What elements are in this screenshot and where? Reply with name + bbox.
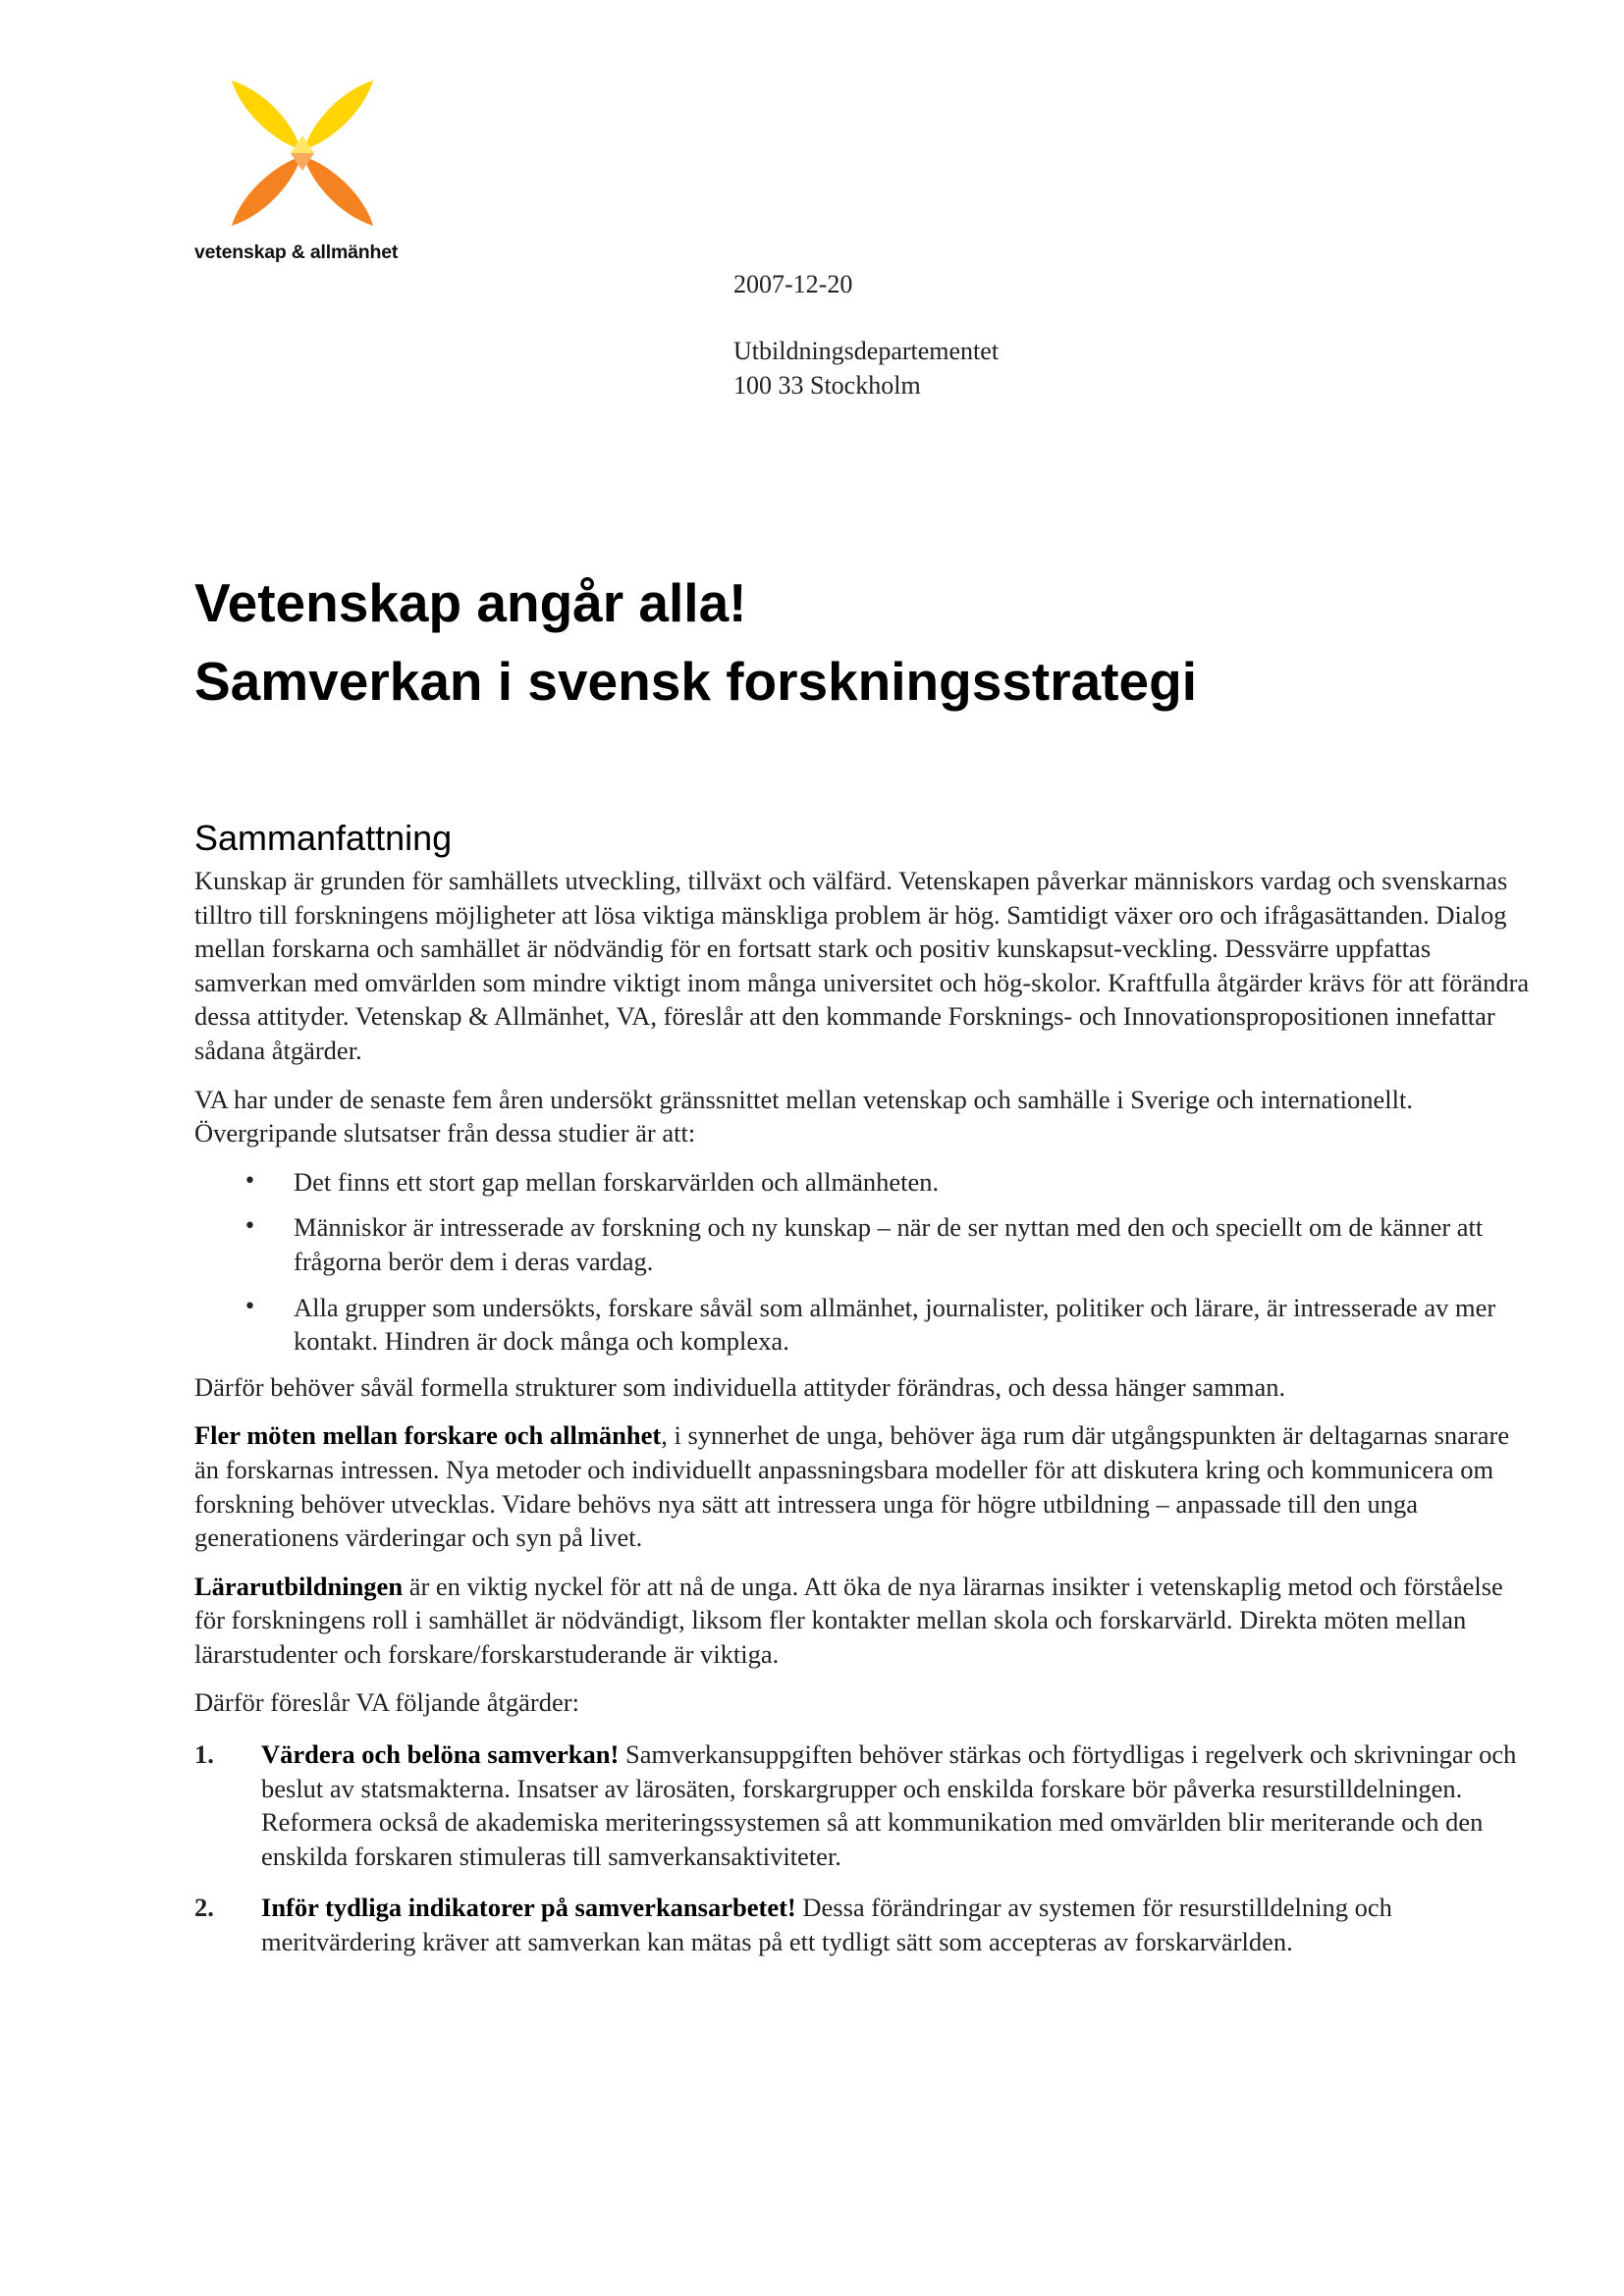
- section-heading: Sammanfattning: [194, 818, 453, 858]
- paragraph-research: VA har under de senaste fem åren undersökt gränssnittet mellan vetenskap och samhälle i Sverige och internationellt. Övergripande slutsatser från dessa studier är att:: [194, 1084, 1413, 1148]
- logo-text: vetenskap & allmänhet: [194, 241, 399, 263]
- logo: [194, 75, 430, 271]
- proposal-text: Dessa förändringar av systemen för resurstilldelning och meritvärdering kräver att samverkan kan mätas på ett tydligt sätt som accepteras av forskarvärlden.: [261, 1893, 1392, 1957]
- paragraph-intro: Kunskap är grunden för samhällets utveckling, tillväxt och välfärd. Vetenskapen påverkar människors vardag och svenskarnas tilltro till forskningens möjligheter att lösa viktiga mänskliga problem är hög. Samtidigt växer oro och ifrågasättanden. Dialog mellan forskarna och samhället är nödvändig för en fortsatt stark och positiv kunskapsut-veckling. Dessvärre uppfattas samverkan med omvärlden som mindre viktigt inom många universitet och hög-skolor. Kraftfulla åtgärder krävs för att förändra dessa attityder. Vetenskap & Allmänhet, VA, föreslår att den kommande Forsknings- och Innovationspropositionen innefattar sådana åtgärder.: [194, 866, 1530, 1065]
- letter-date: 2007-12-20: [733, 270, 853, 298]
- paragraph-therefore: Därför behöver såväl formella strukturer som individuella attityder förändras, och dessa hänger samman.: [194, 1371, 1286, 1402]
- proposal-title: Inför tydliga indikatorer på samverkansarbetet!: [261, 1893, 796, 1923]
- logo-petal-top-left: [232, 80, 300, 149]
- paragraph-meetings-text: , i synnerhet de unga, behöver äga rum där utgångspunkten är deltagarnas snarare än forskarnas intressen. Nya metoder och individuellt anpassningsbara modeller för att diskutera kring och kommunicera om forskning behöver utvecklas. Vidare behövs nya sätt att intressera unga för högre utbildning – anpassade till den unga generationens värderingar och syn på livet.: [194, 1420, 1510, 1553]
- paragraph-proposals-intro: Därför föreslår VA följande åtgärder:: [194, 1687, 579, 1718]
- address-line-1: Utbildningsdepartementet: [733, 337, 1000, 365]
- document-title: [194, 563, 1197, 721]
- title-line-2: Samverkan i svensk forskningsstrategi: [194, 651, 1198, 712]
- proposal-number: 2.: [194, 1893, 214, 1923]
- recipient-address: [733, 334, 999, 402]
- logo-petal-bottom-right: [304, 157, 373, 226]
- logo-petal-top-right: [304, 80, 373, 149]
- proposal-text: Samverkansuppgiften behöver stärkas och förtydligas i regelverk och skrivningar och beslut av statsmakterna. Insatser av lärosäten, forskargrupper och enskilda forskare bör påverka resurstilldelningen. Reformera också de akademiska meriteringssystemen så att kommunikation med omvärlden blir meriterande och den enskilda forskaren stimuleras till samverkansaktiviteter.: [261, 1739, 1517, 1871]
- emphasis-meetings: Fler möten mellan forskare och allmänhet: [194, 1420, 662, 1451]
- paragraph-teacher-education: [194, 1570, 1530, 1672]
- emphasis-teacher-education: Lärarutbildningen: [194, 1571, 404, 1601]
- paragraph-meetings: [194, 1418, 1530, 1554]
- paragraph-teacher-education-text: är en viktig nyckel för att nå de unga. Att öka de nya lärarnas insikter i vetenskaplig metod och förståelse för forskningens roll i samhället är nödvändigt, liksom fler kontakter mellan skola och forskarvärld. Direkta möten mellan lärarstudenter och forskare/forskarstuderande är viktiga.: [194, 1571, 1503, 1669]
- address-line-2: 100 33 Stockholm: [733, 371, 921, 400]
- conclusion-item: • Det finns ett stort gap mellan forskarvärlden och allmänheten.: [194, 1165, 1530, 1200]
- logo-mark-icon: [224, 75, 381, 232]
- conclusions-list: [194, 1165, 1530, 1359]
- proposal-item: [194, 1737, 1530, 1873]
- logo-petal-bottom-left: [232, 157, 300, 226]
- proposal-item: [194, 1891, 1530, 1958]
- proposal-number: 1.: [194, 1739, 214, 1770]
- document-body: [194, 817, 1530, 1977]
- conclusion-item: • Människor är intresserade av forskning och ny kunskap – när de ser nyttan med den och speciellt om de känner att frågorna berör dem i deras vardag.: [194, 1210, 1530, 1278]
- proposal-title: Värdera och belöna samverkan!: [261, 1739, 620, 1770]
- title-line-1: Vetenskap angår alla!: [194, 572, 747, 633]
- conclusion-item: • Alla grupper som undersökts, forskare såväl som allmänhet, journalister, politiker och lärare, är intresserade av mer kontakt. Hindren är dock många och komplexa.: [194, 1291, 1530, 1359]
- proposals-list: [194, 1737, 1530, 1959]
